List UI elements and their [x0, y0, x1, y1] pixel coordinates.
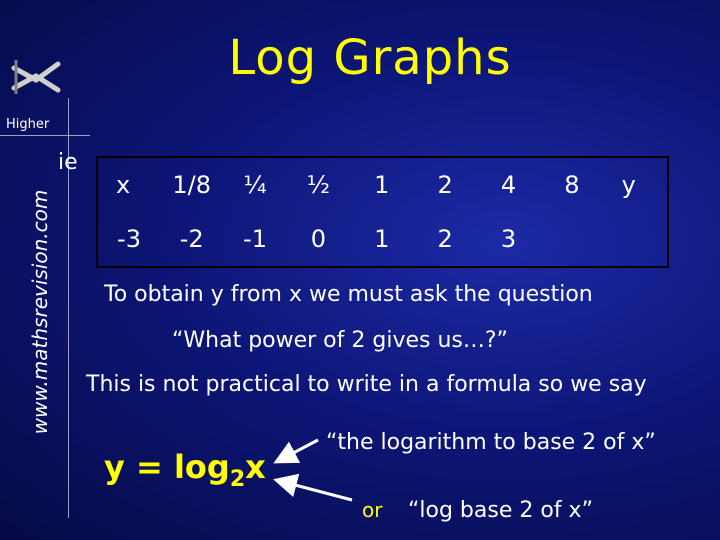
table-cell-x: 1 [374, 171, 390, 199]
mathsrevision-logo [6, 50, 66, 100]
level-label: Higher [6, 117, 50, 132]
logarithm-phrase: “the logarithm to base 2 of x” [326, 430, 656, 455]
table-cell-y: -3 [117, 225, 141, 253]
page-title: Log Graphs [228, 30, 512, 86]
formula-prefix: y = log [104, 448, 230, 486]
arrow-to-logarithm-phrase [276, 440, 318, 462]
row-label-y: y [621, 171, 636, 199]
table-cell-x: 1/8 [172, 171, 211, 199]
table-cell-y: 0 [310, 225, 327, 253]
website-label: www.mathsrevision.com [28, 189, 52, 435]
table-cell-x: ¼ [243, 171, 267, 199]
formula-intro-text: This is not practical to write in a formula so we say [86, 372, 647, 397]
or-word: or [362, 498, 383, 522]
formula-suffix: x [245, 448, 266, 486]
log-formula [104, 448, 266, 492]
table-cell-x: 4 [500, 171, 517, 199]
row-label-x: x [116, 171, 131, 199]
table-cell-x: ½ [306, 171, 331, 199]
table-cell-y: 2 [437, 225, 453, 253]
table-cell-y: -1 [243, 225, 268, 253]
formula-base: 2 [229, 467, 246, 492]
table-cell-y: 3 [500, 225, 517, 253]
ie-label: ie [58, 150, 78, 175]
arrow-to-log-base-phrase [276, 480, 352, 500]
question-text: “What power of 2 gives us…?” [172, 328, 508, 353]
question-intro-text: To obtain y from x we must ask the question [104, 282, 593, 307]
log-base-phrase: “log base 2 of x” [408, 498, 593, 523]
log-table [96, 156, 669, 268]
table-cell-x: 2 [437, 171, 453, 199]
table-cell-y: 1 [374, 225, 390, 253]
table-cell-y: -2 [179, 225, 204, 253]
table-cell-x: 8 [564, 171, 580, 199]
